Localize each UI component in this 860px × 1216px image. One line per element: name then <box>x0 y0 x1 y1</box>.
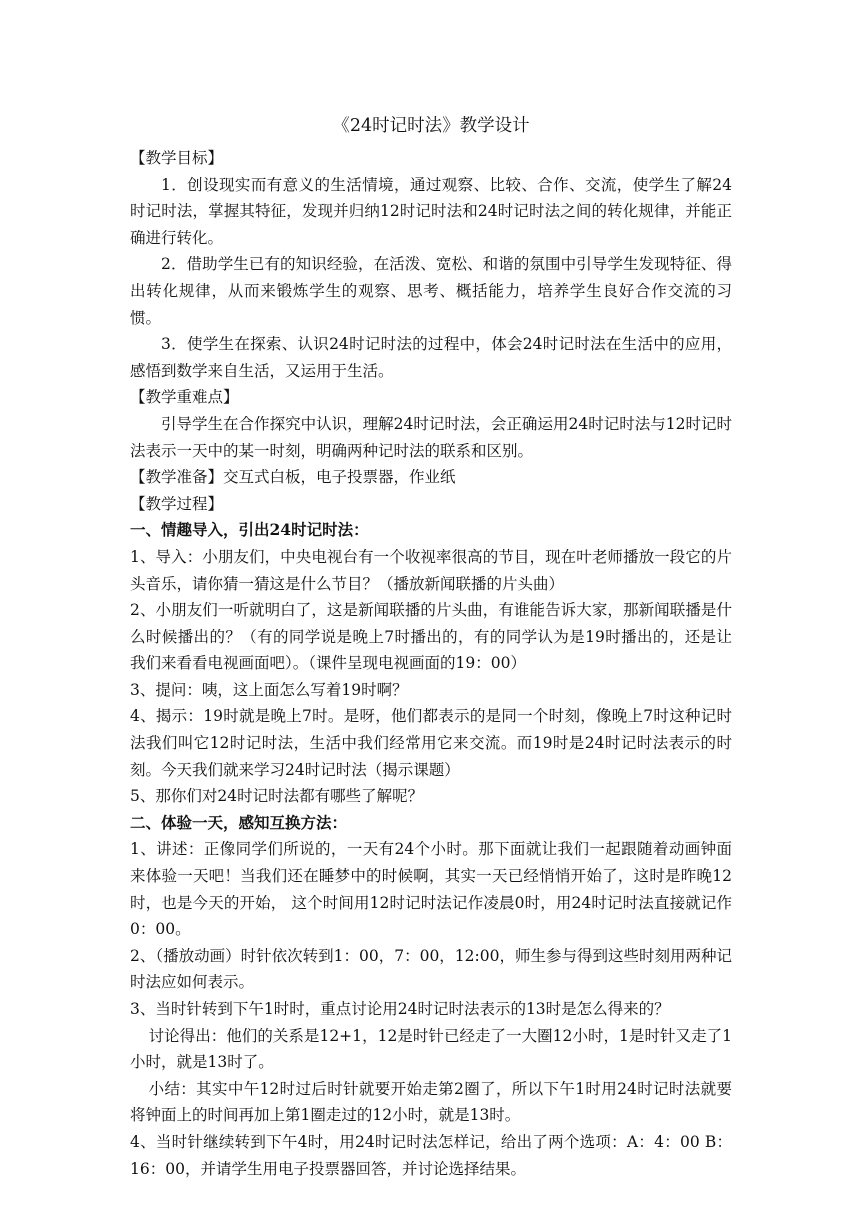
paragraph: 【教学准备】交互式白板，电子投票器，作业纸 <box>130 468 456 487</box>
paragraph: 【教学过程】 <box>130 494 224 513</box>
paragraph: 3．使学生在探索、认识24时记时法的过程中，体会24时记时法在生活中的应用，感悟到数学来自生活，又运用于生活。 <box>130 335 732 380</box>
document-title: 《24时记时法》教学设计 <box>332 116 530 136</box>
section-heading: 一、情趣导入，引出24时记时法： <box>130 520 369 540</box>
paragraph: 小结：其实中午12时过后时针就要开始走第2圈了，所以下午1时用24时记时法就要将钟面上的时间再加上第1圈走过的12小时，就是13时。 <box>130 1079 732 1125</box>
paragraph: 2、小朋友们一听就明白了，这是新闻联播的片头曲，有谁能告诉大家，那新闻联播是什么时候播出的？（有的同学说是晚上7时播出的，有的同学认为是19时播出的，还是让我们来看看电视画面吧）。（课件呈现电视画面的19：00） <box>130 601 732 673</box>
paragraph: 4、当时针继续转到下午4时，用24时记时法怎样记，给出了两个选项：A：4：00 B：16：00，并请学生用电子投票器回答，并讨论选择结果。 <box>130 1132 732 1178</box>
paragraph: 2、（播放动画）时针依次转到1：00，7：00，12:00，师生参与得到这些时刻用两种记时法应如何表示。 <box>130 946 732 992</box>
paragraph: 5、那你们对24时记时法都有哪些了解呢？ <box>130 787 424 806</box>
paragraph: 1．创设现实而有意义的生活情境，通过观察、比较、合作、交流，使学生了解24时记时法，掌握其特征，发现并归纳12时记时法和24时记时法之间的转化规律，并能正确进行转化。 <box>130 175 732 247</box>
paragraph: 3、当时针转到下午1时时，重点讨论用24时记时法表示的13时是怎么得来的？ <box>130 1000 670 1018</box>
paragraph: 3、提问：咦，这上面怎么写着19时啊？ <box>130 680 408 699</box>
paragraph: 【教学重难点】 <box>130 388 239 407</box>
document-page <box>130 112 732 1182</box>
section-heading: 二、体验一天，感知互换方法： <box>130 812 348 832</box>
document-body <box>130 145 732 1182</box>
paragraph: 4、揭示：19时就是晚上7时。是呀，他们都表示的是同一个时刻，像晚上7时这种记时法我们叫它12时记时法，生活中我们经常用它来交流。而19时是24时记时法表示的时刻。今天我们就来学习24时记时法（揭示课题） <box>130 707 732 779</box>
paragraph: 【教学目标】 <box>130 149 224 167</box>
paragraph: 讨论得出：他们的关系是12+1，12是时针已经走了一大圈12小时，1是时针又走了1小时，就是13时了。 <box>130 1026 732 1072</box>
paragraph: 2．借助学生已有的知识经验，在活泼、宽松、和谐的氛围中引导学生发现特征、得出转化规律，从而来锻炼学生的观察、思考、概括能力，培养学生良好合作交流的习惯。 <box>130 255 732 327</box>
paragraph: 1、导入：小朋友们，中央电视台有一个收视率很高的节目，现在叶老师播放一段它的片头音乐，请你猜一猜这是什么节目？（播放新闻联播的片头曲） <box>130 547 732 593</box>
paragraph: 引导学生在合作探究中认识，理解24时记时法，会正确运用24时记时法与12时记时法表示一天中的某一时刻，明确两种记时法的联系和区别。 <box>130 414 732 460</box>
paragraph: 1、讲述：正像同学们所说的，一天有24个小时。那下面就让我们一起跟随着动画钟面来体验一天吧！当我们还在睡梦中的时候啊，其实一天已经悄悄开始了，这时是昨晚12时，也是今天的开始， 这个时间用12时记时法记作凌晨0时，用24时记时法直接就记作0：00。 <box>130 840 732 939</box>
